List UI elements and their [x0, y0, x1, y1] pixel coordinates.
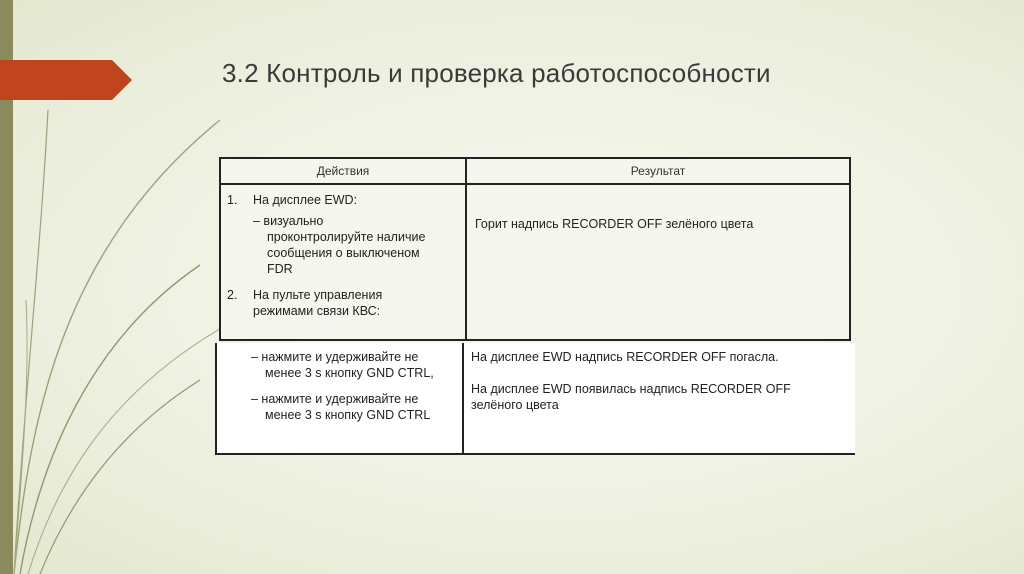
item2-number: 2.: [227, 288, 238, 302]
slide-title: 3.2 Контроль и проверка работоспособности: [222, 58, 771, 88]
bottom-action1-line: – нажмите и удерживайте не: [251, 350, 419, 364]
title-arrow-marker: [0, 60, 132, 100]
item1-sub-line: FDR: [267, 262, 293, 276]
item1-sub-line: – визуально: [253, 214, 324, 228]
header-actions: Действия: [316, 164, 370, 178]
column-divider: [465, 159, 467, 339]
bottom-action2-line: – нажмите и удерживайте не: [251, 392, 419, 406]
column-divider: [462, 343, 464, 453]
item1-sub-line: сообщения о выключеном: [267, 246, 420, 260]
table-bottom-block: [215, 343, 855, 455]
item1-number: 1.: [227, 193, 238, 207]
item1-sub-line: проконтролируйте наличие: [267, 230, 426, 244]
item1-text: На дисплее EWD:: [253, 193, 358, 207]
item2-text-line: режимами связи КВС:: [253, 304, 381, 318]
bottom-result1: На дисплее EWD надпись RECORDER OFF погасла.: [471, 350, 779, 364]
bottom-action1-line: менее 3 s кнопку GND CTRL,: [265, 366, 434, 380]
table-top-block: [219, 157, 851, 341]
table-header-row: [221, 159, 849, 185]
bottom-result2-line: зелёного цвета: [471, 398, 559, 412]
bottom-result2-line: На дисплее EWD появилась надпись RECORDER OFF: [471, 382, 791, 396]
item2-text-line: На пульте управления: [253, 288, 383, 302]
top-result-text: Горит надпись RECORDER OFF зелёного цвета: [475, 217, 754, 231]
bottom-action2-line: менее 3 s кнопку GND CTRL: [265, 408, 431, 422]
header-result: Результат: [630, 164, 686, 178]
document-table: [215, 157, 855, 457]
